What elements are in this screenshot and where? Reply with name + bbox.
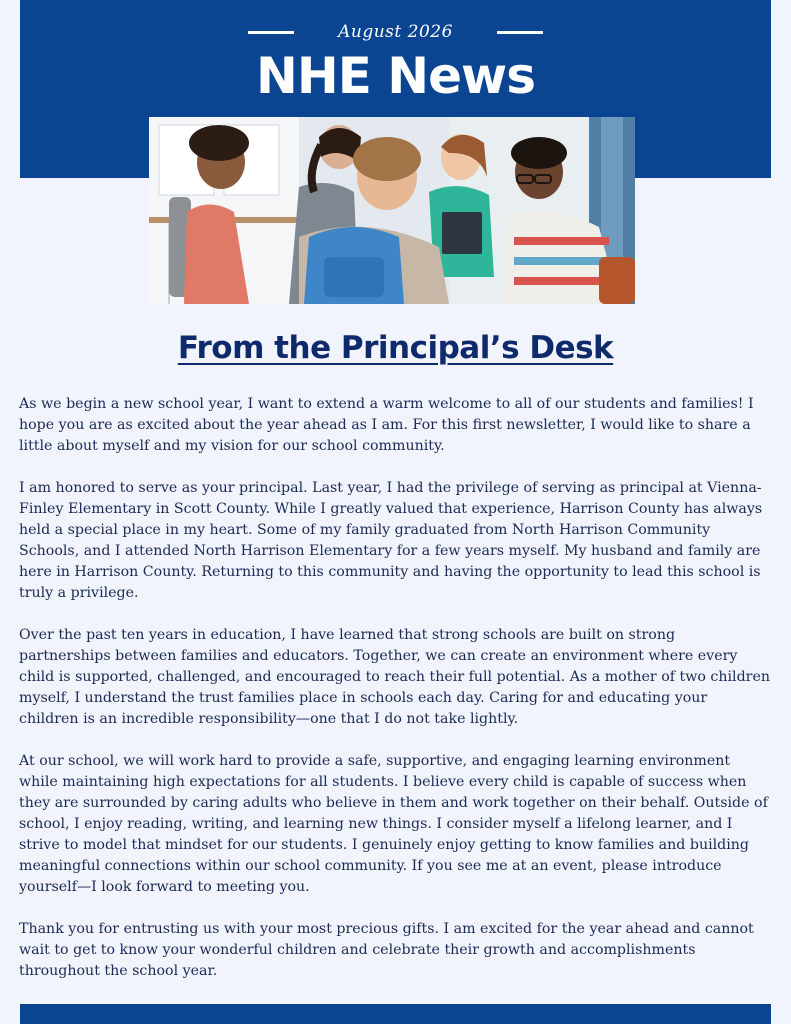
newsletter-title: NHE News bbox=[256, 47, 535, 105]
principals-desk-title: From the Principal’s Desk bbox=[177, 330, 614, 366]
date-rule-left bbox=[248, 31, 294, 34]
date-rule-right bbox=[497, 31, 543, 34]
paragraph: At our school, we will work hard to provide a safe, supportive, and engaging learning environment while maintaining high expectations for all students. I believe every child is capable of success when they are surrounded by caring adults who believe in them and work together on their behalf. Outside of school, I enjoy reading, writing, and learning new things. I consider myself a lifelong learner, and I strive to model that mindset for our students. I genuinely enjoy getting to know families and building meaningful connections within our school community. If you see me at an event, please introduce yourself—I look forward to meeting you. bbox=[19, 753, 768, 895]
article-body bbox=[19, 394, 771, 1003]
paragraph: As we begin a new school year, I want to extend a warm welcome to all of our students and families! I hope you are as excited about the year ahead as I am. For this first newsletter, I would like to share a little about myself and my vision for our school community. bbox=[19, 396, 754, 454]
section-heading bbox=[0, 330, 791, 366]
students-group-photo-icon bbox=[149, 117, 635, 304]
students-photo bbox=[149, 117, 635, 304]
paragraph: Over the past ten years in education, I have learned that strong schools are built on strong partnerships between families and educators. Together, we can create an environment where every child is supported, challenged, and encouraged to reach their full potential. As a mother of two children myself, I understand the trust families place in schools each day. Caring for and educating your children is an incredible responsibility—one that I do not take lightly. bbox=[19, 627, 770, 727]
issue-date: August 2026 bbox=[338, 22, 453, 42]
footer-band bbox=[20, 1004, 771, 1024]
date-row bbox=[0, 18, 791, 46]
paragraph: Thank you for entrusting us with your most precious gifts. I am excited for the year ahead and cannot wait to get to know your wonderful children and celebrate their growth and accomplishments throughout the school year. bbox=[19, 921, 754, 979]
paragraph: I am honored to serve as your principal. Last year, I had the privilege of serving as principal at Vienna-Finley Elementary in Scott County. While I greatly valued that experience, Harrison County has always held a special place in my heart. Some of my family graduated from North Harrison Community Schools, and I attended North Harrison Elementary for a few years myself. My husband and family are here in Harrison County. Returning to this community and having the opportunity to lead this school is truly a privilege. bbox=[19, 480, 763, 601]
